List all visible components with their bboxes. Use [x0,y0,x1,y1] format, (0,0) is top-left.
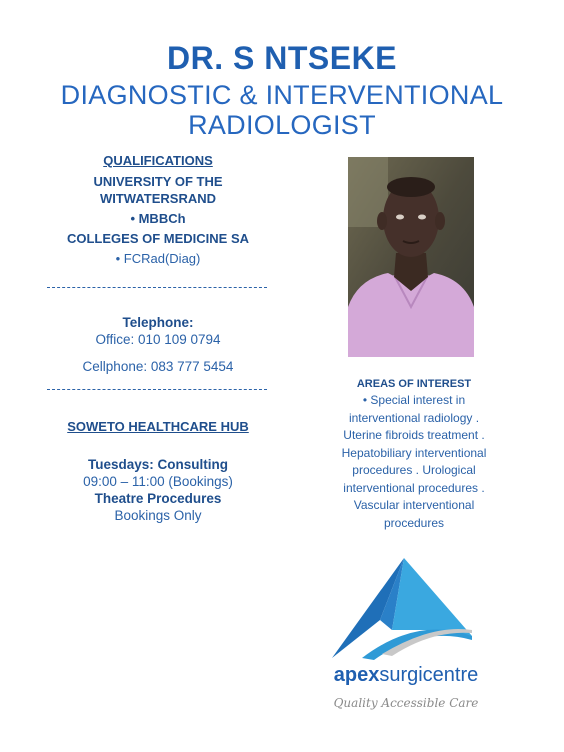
areas-line: interventional radiology . [348,410,480,425]
areas-line: procedures . Urological [352,463,476,477]
logo-brand-bold: apex [333,664,380,686]
apex-logo-mark [322,558,492,718]
telephone-heading: Telephone: [122,315,194,330]
office-phone: Office: 010 109 0794 [95,332,221,347]
specialty-line-2: RADIOLOGIST [188,110,376,140]
practice-section [40,419,276,524]
areas-line: • Special interest in [362,393,466,407]
apex-logo-text [326,664,486,687]
doctor-name: DR. S NTSEKE [166,40,398,76]
areas-line: interventional procedures . [343,480,485,495]
theatre-procedures: Theatre Procedures [94,491,222,506]
divider-bottom [47,389,267,390]
fellowship-item: • FCRad(Diag) [115,251,201,266]
theatre-bookings-note: Bookings Only [114,508,202,523]
logo-brand-light: surgicentre [379,664,479,686]
specialty-title [20,80,544,140]
areas-of-interest [320,378,508,532]
logo-tagline: Quality Accessible Care [333,696,479,710]
areas-line: Uterine fibroids treatment . [343,428,485,442]
areas-heading: AREAS OF INTEREST [356,378,472,390]
doctor-photo [348,157,474,357]
areas-list [320,392,508,532]
divider-top [47,287,267,288]
university-line-1: UNIVERSITY OF THE [93,174,223,189]
areas-line: Hepatobiliary interventional [341,445,487,460]
areas-line: procedures [383,515,445,530]
university-line-2: WITWATERSRAND [99,191,217,206]
qualifications-section [40,152,276,267]
practice-location: SOWETO HEALTHCARE HUB [67,419,249,434]
consulting-hours: 09:00 – 11:00 (Bookings) [83,474,233,489]
specialty-line-1: DIAGNOSTIC & INTERVENTIONAL [60,80,504,110]
consulting-day: Tuesdays: Consulting [87,457,228,472]
qualifications-heading: QUALIFICATIONS [103,153,213,168]
areas-line: Vascular interventional [353,498,475,512]
degree-item: • MBBCh [130,211,186,226]
contact-section [40,314,276,375]
college-name: COLLEGES OF MEDICINE SA [66,231,249,246]
cell-phone: Cellphone: 083 777 5454 [82,359,234,374]
